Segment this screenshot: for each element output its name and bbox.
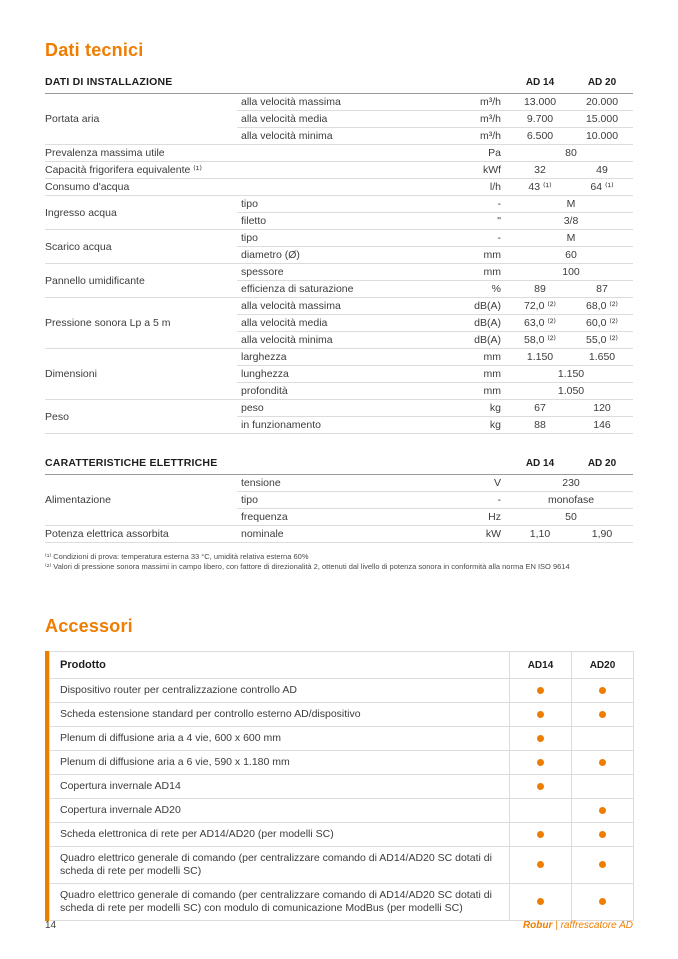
spec-row <box>45 145 633 162</box>
electrical-header-row <box>45 454 633 475</box>
availability-dot-icon <box>599 898 606 905</box>
spec-value-both: 230 <box>509 475 633 492</box>
spec-sub-label: alla velocità minima <box>237 128 463 145</box>
spec-sub-label <box>237 179 463 196</box>
accessory-label: Copertura invernale AD14 <box>50 775 510 799</box>
availability-dot-icon <box>599 759 606 766</box>
spec-value-both: 100 <box>509 264 633 281</box>
spec-row <box>45 298 633 315</box>
spec-value-ad20: 146 <box>571 417 633 434</box>
spec-sub-label: tipo <box>237 230 463 247</box>
electrical-col-ad14: AD 14 <box>525 457 555 469</box>
accessory-label: Plenum di diffusione aria a 6 vie, 590 x 1.180 mm <box>50 751 510 775</box>
spec-value-ad20: 20.000 <box>571 94 633 111</box>
spec-value-ad20: 15.000 <box>571 111 633 128</box>
availability-dot-icon <box>599 831 606 838</box>
page-footer <box>45 920 633 931</box>
availability-ad14 <box>510 727 572 751</box>
spec-sub-label: lunghezza <box>237 366 463 383</box>
spec-value-ad14: 58,0 ⁽²⁾ <box>509 332 571 349</box>
spec-unit: mm <box>463 349 509 366</box>
availability-ad14 <box>510 775 572 799</box>
spec-unit: Hz <box>463 509 509 526</box>
spec-group-label: Scarico acqua <box>45 230 237 264</box>
footnote-1: ⁽¹⁾ Condizioni di prova: temperatura esterna 33 °C, umidità relativa esterna 60% <box>45 552 309 561</box>
spec-unit: dB(A) <box>463 332 509 349</box>
spec-value-ad20: 60,0 ⁽²⁾ <box>571 315 633 332</box>
spec-row <box>45 400 633 417</box>
availability-dot-icon <box>599 711 606 718</box>
spec-sub-label: frequenza <box>237 509 463 526</box>
availability-dot-icon <box>599 687 606 694</box>
spec-value-ad14: 13.000 <box>509 94 571 111</box>
spec-value-ad20: 1.650 <box>571 349 633 366</box>
spec-row <box>45 94 633 111</box>
spec-unit: m³/h <box>463 111 509 128</box>
installation-col-ad14: AD 14 <box>525 76 555 88</box>
accessory-label: Dispositivo router per centralizzazione controllo AD <box>50 679 510 703</box>
availability-dot-icon <box>537 759 544 766</box>
accessory-label: Scheda estensione standard per controllo esterno AD/dispositivo <box>50 703 510 727</box>
spec-value-ad20: 120 <box>571 400 633 417</box>
spec-unit: m³/h <box>463 94 509 111</box>
spec-group-label: Consumo d'acqua <box>45 179 237 196</box>
availability-ad20 <box>572 847 634 884</box>
spec-value-both: 1.150 <box>509 366 633 383</box>
spec-sub-label: filetto <box>237 213 463 230</box>
availability-ad20 <box>572 703 634 727</box>
spec-sub-label: spessore <box>237 264 463 281</box>
spec-value-ad20: 87 <box>571 281 633 298</box>
accessories-table <box>49 651 634 921</box>
spec-sub-label: alla velocità media <box>237 315 463 332</box>
spec-group-label: Ingresso acqua <box>45 196 237 230</box>
availability-ad20 <box>572 799 634 823</box>
availability-ad20 <box>572 823 634 847</box>
spec-unit: - <box>463 492 509 509</box>
spec-value-ad14: 32 <box>509 162 571 179</box>
spec-sub-label: larghezza <box>237 349 463 366</box>
spec-group-label: Alimentazione <box>45 475 237 526</box>
availability-ad20 <box>572 679 634 703</box>
spec-value-ad14: 6.500 <box>509 128 571 145</box>
accessory-row <box>50 727 634 751</box>
spec-group-label: Prevalenza massima utile <box>45 145 237 162</box>
accessories-header-row <box>50 652 634 679</box>
spec-value-ad14: 43 ⁽¹⁾ <box>509 179 571 196</box>
spec-sub-label: alla velocità minima <box>237 332 463 349</box>
spec-sub-label: in funzionamento <box>237 417 463 434</box>
footnotes <box>45 552 633 572</box>
accessory-label: Scheda elettronica di rete per AD14/AD20 (per modelli SC) <box>50 823 510 847</box>
spec-row <box>45 196 633 213</box>
availability-dot-icon <box>537 735 544 742</box>
availability-dot-icon <box>537 711 544 718</box>
spec-unit: V <box>463 475 509 492</box>
electrical-col-ad20: AD 20 <box>587 457 617 469</box>
installation-table <box>45 73 633 434</box>
spec-group-label: Portata aria <box>45 94 237 145</box>
accessory-label: Quadro elettrico generale di comando (per centralizzare comando di AD14/AD20 SC dotati di scheda di rete per modelli SC) con modulo di comunicazione ModBus (per modelli SC) <box>50 884 510 921</box>
accessory-row <box>50 751 634 775</box>
spec-value-ad20: 64 ⁽¹⁾ <box>571 179 633 196</box>
spec-group-label: Potenza elettrica assorbita <box>45 526 237 543</box>
spec-value-ad14: 88 <box>509 417 571 434</box>
accessory-label: Plenum di diffusione aria a 4 vie, 600 x 600 mm <box>50 727 510 751</box>
accessories-col-ad14: AD14 <box>510 652 572 679</box>
spec-row <box>45 349 633 366</box>
availability-ad20 <box>572 751 634 775</box>
spec-sub-label: alla velocità massima <box>237 298 463 315</box>
availability-ad20 <box>572 727 634 751</box>
spec-row <box>45 526 633 543</box>
accessory-row <box>50 775 634 799</box>
spec-value-ad14: 67 <box>509 400 571 417</box>
spec-unit: - <box>463 196 509 213</box>
spec-row <box>45 230 633 247</box>
spec-value-both: M <box>509 196 633 213</box>
spec-sub-label: tipo <box>237 492 463 509</box>
brand-name: Robur <box>522 920 553 931</box>
availability-dot-icon <box>537 783 544 790</box>
spec-unit: mm <box>463 383 509 400</box>
spec-value-ad20: 49 <box>571 162 633 179</box>
installation-header-row <box>45 73 633 94</box>
accessories-table-wrap <box>45 651 633 921</box>
electrical-section-header: CARATTERISTICHE ELETTRICHE <box>45 457 218 469</box>
spec-group-label: Pressione sonora Lp a 5 m <box>45 298 237 349</box>
availability-ad14 <box>510 751 572 775</box>
spec-group-label: Dimensioni <box>45 349 237 400</box>
availability-dot-icon <box>537 687 544 694</box>
spec-group-label: Peso <box>45 400 237 434</box>
spec-value-ad14: 63,0 ⁽²⁾ <box>509 315 571 332</box>
accessory-row <box>50 799 634 823</box>
spec-sub-label: alla velocità media <box>237 111 463 128</box>
accessory-row <box>50 679 634 703</box>
availability-dot-icon <box>537 861 544 868</box>
spec-value-both: 60 <box>509 247 633 264</box>
availability-dot-icon <box>537 831 544 838</box>
spec-sub-label: diametro (Ø) <box>237 247 463 264</box>
electrical-table <box>45 454 633 543</box>
spec-row <box>45 162 633 179</box>
spec-sub-label <box>237 145 463 162</box>
availability-ad20 <box>572 775 634 799</box>
page-number: 14 <box>45 920 57 931</box>
footer-brand <box>523 920 633 931</box>
spec-value-ad20: 1,90 <box>571 526 633 543</box>
spec-value-ad20: 68,0 ⁽²⁾ <box>571 298 633 315</box>
installation-section-header: DATI DI INSTALLAZIONE <box>45 76 173 88</box>
availability-dot-icon <box>599 861 606 868</box>
spec-unit: Pa <box>463 145 509 162</box>
accessories-col-ad20: AD20 <box>572 652 634 679</box>
spec-unit: mm <box>463 366 509 383</box>
availability-ad14 <box>510 823 572 847</box>
availability-ad14 <box>510 703 572 727</box>
spec-value-both: 3/8 <box>509 213 633 230</box>
spec-unit: kg <box>463 417 509 434</box>
availability-dot-icon <box>537 898 544 905</box>
spec-value-ad14: 72,0 ⁽²⁾ <box>509 298 571 315</box>
spec-value-both: 1.050 <box>509 383 633 400</box>
accessory-label: Copertura invernale AD20 <box>50 799 510 823</box>
spec-sub-label: peso <box>237 400 463 417</box>
accessory-row <box>50 884 634 921</box>
spec-sub-label: efficienza di saturazione <box>237 281 463 298</box>
spec-unit: % <box>463 281 509 298</box>
spec-sub-label: alla velocità massima <box>237 94 463 111</box>
spec-unit: mm <box>463 264 509 281</box>
accessory-row <box>50 823 634 847</box>
page-title: Dati tecnici <box>45 40 144 60</box>
spec-sub-label: nominale <box>237 526 463 543</box>
accessory-label: Quadro elettrico generale di comando (per centralizzare comando di AD14/AD20 SC dotati di scheda di rete per modelli SC) <box>50 847 510 884</box>
spec-unit: " <box>463 213 509 230</box>
spec-sub-label: tipo <box>237 196 463 213</box>
spec-value-both: 80 <box>509 145 633 162</box>
accessory-row <box>50 703 634 727</box>
availability-ad14 <box>510 799 572 823</box>
availability-dot-icon <box>599 807 606 814</box>
spec-value-ad14: 9.700 <box>509 111 571 128</box>
spec-unit: l/h <box>463 179 509 196</box>
spec-value-both: M <box>509 230 633 247</box>
spec-unit: kg <box>463 400 509 417</box>
spec-row <box>45 264 633 281</box>
accessories-title: Accessori <box>45 616 133 636</box>
spec-sub-label: tensione <box>237 475 463 492</box>
spec-sub-label: profondità <box>237 383 463 400</box>
installation-col-ad20: AD 20 <box>587 76 617 88</box>
spec-unit: dB(A) <box>463 298 509 315</box>
spec-value-ad14: 89 <box>509 281 571 298</box>
spec-unit: kWf <box>463 162 509 179</box>
spec-group-label: Capacità frigorifera equivalente ⁽¹⁾ <box>45 162 237 179</box>
spec-unit: m³/h <box>463 128 509 145</box>
spec-unit: kW <box>463 526 509 543</box>
availability-ad14 <box>510 679 572 703</box>
spec-value-ad14: 1,10 <box>509 526 571 543</box>
spec-value-ad14: 1.150 <box>509 349 571 366</box>
spec-group-label: Pannello umidificante <box>45 264 237 298</box>
spec-row <box>45 475 633 492</box>
accessories-col-product: Prodotto <box>50 652 510 679</box>
footnote-2: ⁽²⁾ Valori di pressione sonora massimi in campo libero, con fattore di direzionalità 2, ottenuti dal livello di potenza sonora in conformità alla norma EN ISO 9614 <box>45 562 570 571</box>
spec-row <box>45 179 633 196</box>
availability-ad20 <box>572 884 634 921</box>
spec-unit: - <box>463 230 509 247</box>
spec-value-ad20: 55,0 ⁽²⁾ <box>571 332 633 349</box>
spec-sub-label <box>237 162 463 179</box>
spec-unit: dB(A) <box>463 315 509 332</box>
spec-value-ad20: 10.000 <box>571 128 633 145</box>
availability-ad14 <box>510 884 572 921</box>
spec-value-both: 50 <box>509 509 633 526</box>
spec-unit: mm <box>463 247 509 264</box>
accessory-row <box>50 847 634 884</box>
availability-ad14 <box>510 847 572 884</box>
spec-value-both: monofase <box>509 492 633 509</box>
brand-product: | raffrescatore AD <box>555 920 633 931</box>
